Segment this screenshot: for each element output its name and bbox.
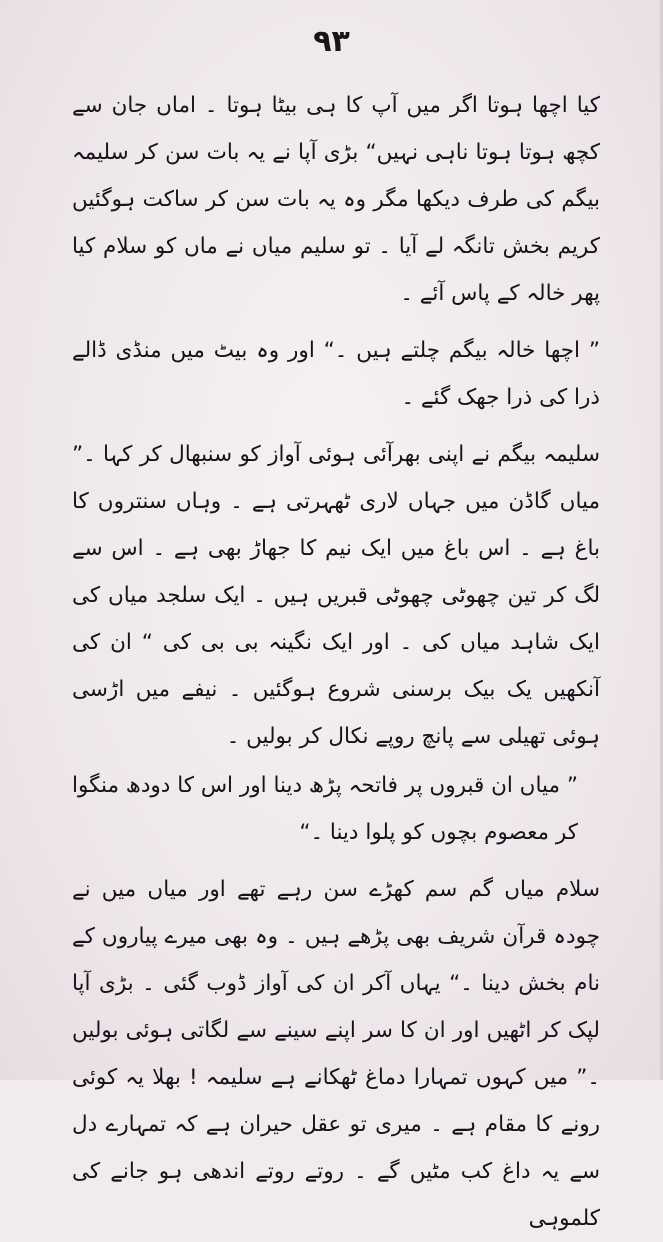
- page-number: ۹۳: [313, 24, 350, 59]
- paragraph-3: سلیمہ بیگم نے اپنی بھرآئی ہوئی آواز کو سنبھال کر کہا ۔” میاں گاڈن میں جہاں لاری ٹھہرتی ہے ۔ وہاں سنتروں کا باغ ہے ۔ اس باغ میں ایک نیم کا جھاڑ بھی ہے ۔ اس سے لگ کر تین چھوٹی چھوٹی قبریں ہیں ۔ ایک سلجد میاں کی ایک شاہد میاں کی ۔ اور ایک نگینہ بی بی کی “ ان کی آنکھیں یک بیک برسنی شروع ہوگئیں ۔ نیفے میں اڑسی ہوئی تھیلی سے پانچ روپے نکال کر بولیں ۔: [72, 442, 600, 749]
- paragraph-2: ” اچھا خالہ بیگم چلتے ہیں ۔“ اور وہ بیٹ میں منڈی ڈالے ذرا کی ذرا جھک گئے ۔: [72, 338, 600, 410]
- paragraph-1: کیا اچھا ہوتا اگر میں آپ کا ہی بیٹا ہوتا ۔ اماں جان سے کچھ ہوتا ہوتا ناہی نہیں“ بڑی آپا نے یہ بات سن کر سلیمہ بیگم کی طرف دیکھا مگر وہ یہ بات سن کر ساکت ہوگئیں کریم بخش تانگہ لے آیا ۔ تو سلیم میاں نے ماں کو سلام کیا پھر خالہ کے پاس آئے ۔: [72, 93, 600, 306]
- paragraph-5: سلام میاں گم سم کھڑے سن رہے تھے اور میاں میں نے چودہ قرآن شریف بھی پڑھے ہیں ۔ وہ بھی میرے پیاروں کے نام بخش دینا ۔“ یہاں آکر ان کی آواز ڈوب گئی ۔ بڑی آپا لپک کر اٹھیں اور ان کا سر اپنے سینے سے لگاتی ہوئی بولیں ۔” میں کہوں تمہارا دماغ ٹھکانے ہے سلیمہ ! بھلا یہ کوئی رونے کا مقام ہے ۔ میری تو عقل حیران ہے کہ تمہارے دل سے یہ داغ کب مٹیں گے ۔ روتے روتے اندھی ہو جانے کی کلموہی: [72, 877, 600, 1231]
- body-text: [72, 82, 600, 1242]
- paragraph-4: ” میاں ان قبروں پر فاتحہ پڑھ دینا اور اس کا دودھ منگوا کر معصوم بچوں کو پلوا دینا ۔“: [72, 773, 578, 845]
